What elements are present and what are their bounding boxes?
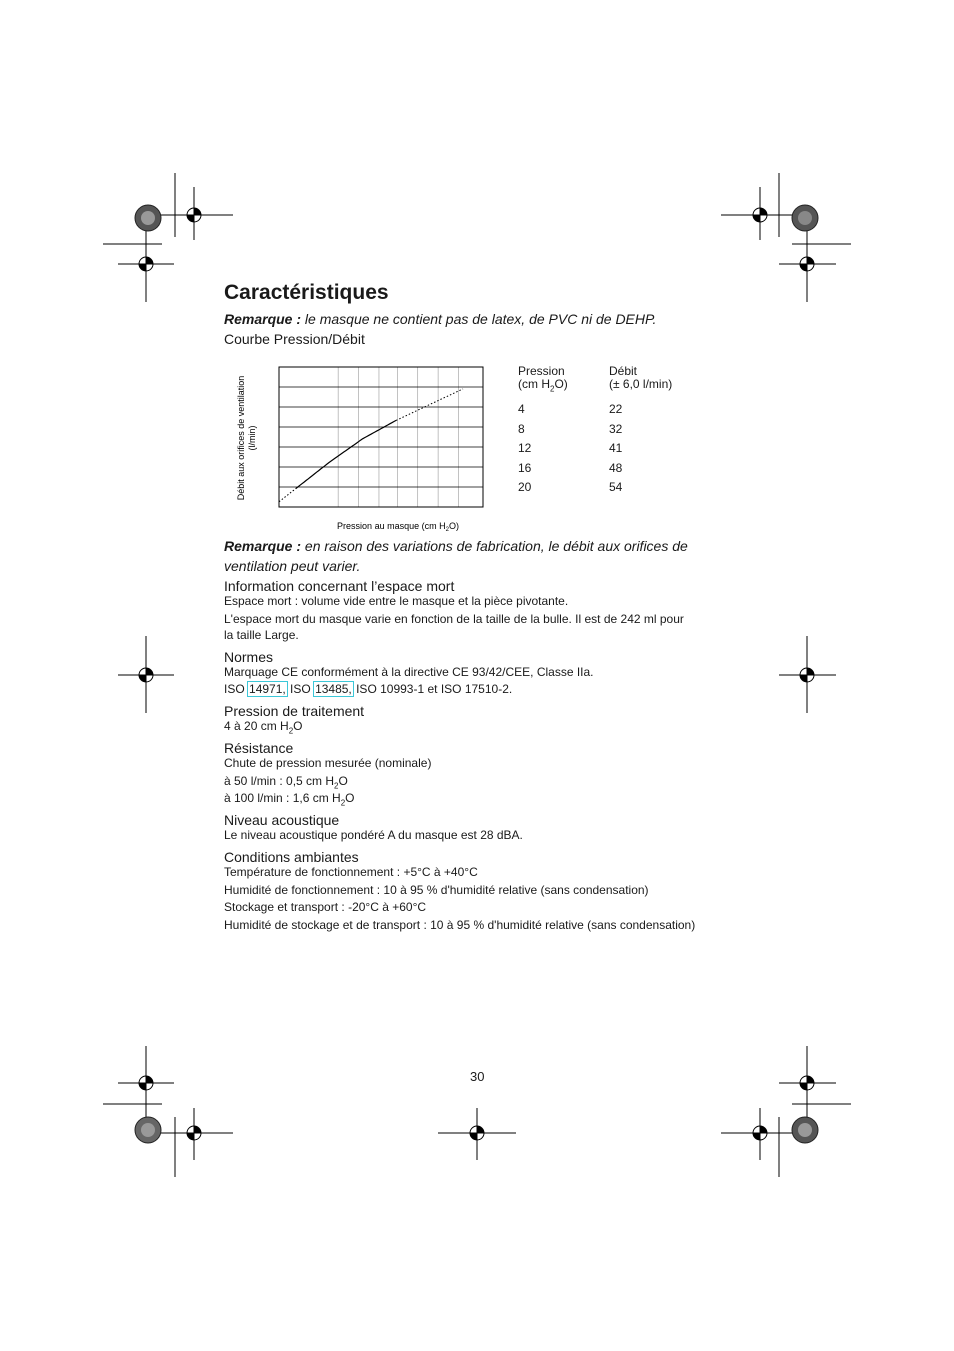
resistance-line2: à 50 l/min : 0,5 cm $H_2O$ bbox=[224, 774, 348, 791]
heading-standards: Normes bbox=[224, 649, 274, 665]
flow-curve bbox=[296, 420, 396, 488]
dead-space-line3: la taille Large. bbox=[224, 628, 299, 642]
table-cell-flow: 22 bbox=[609, 402, 623, 416]
y-axis-unit: (l/min) bbox=[247, 425, 257, 451]
note-latex bbox=[224, 311, 656, 327]
ambient-line1: Température de fonctionnement : +5°C à +40°C bbox=[224, 865, 478, 879]
table-cell-pressure: 20 bbox=[518, 480, 532, 494]
resistance-line1: Chute de pression mesurée (nominale) bbox=[224, 756, 432, 770]
note-label: Remarque : bbox=[224, 311, 302, 327]
dead-space-line2: L'espace mort du masque varie en fonction de la taille de la bulle. Il est de 242 ml pour bbox=[224, 612, 684, 626]
table-cell-pressure: 8 bbox=[518, 421, 525, 436]
standards-line1: Marquage CE conformément à la directive CE 93/42/CEE, Classe IIa. bbox=[224, 665, 594, 679]
dead-space-line1: Espace mort : volume vide entre le masque et la pièce pivotante. bbox=[224, 594, 569, 608]
standards-iso-line: ISO 14971, ISO 13485, ISO 10993-1 et ISO 17510-2. bbox=[224, 682, 513, 696]
chart-grid bbox=[279, 367, 483, 507]
table-cell-pressure: 16 bbox=[518, 460, 532, 475]
heading-resistance: Résistance bbox=[224, 740, 294, 756]
ambient-line3: Stockage et transport : -20°C à +60°C bbox=[224, 900, 427, 914]
acoustic-line1: Le niveau acoustique pondéré A du masque est 28 dBA. bbox=[224, 828, 523, 842]
pressure-flow-chart bbox=[230, 360, 500, 535]
ambient-line4: Humidité de stockage et de transport : 10 à 95 % d'humidité relative (sans condensation) bbox=[224, 918, 696, 932]
note-variation: Remarque : en raison des variations de fabrication, le débit aux orifices de ventilation peut varier. bbox=[224, 538, 688, 574]
flow-curve-extrapolation-start bbox=[279, 489, 296, 502]
chart-heading: Courbe Pression/Débit bbox=[224, 331, 365, 347]
page-title: Caractéristiques bbox=[224, 281, 389, 304]
heading-treatment-pressure: Pression de traitement bbox=[224, 703, 365, 719]
table-cell-flow: 41 bbox=[609, 441, 623, 455]
flow-curve-extrapolation-end bbox=[396, 389, 463, 421]
heading-acoustic: Niveau acoustique bbox=[224, 812, 340, 828]
plot-frame bbox=[279, 367, 483, 507]
note-label: Remarque : bbox=[224, 538, 302, 554]
table-header-pressure: Pression (cm $H_2O$) bbox=[518, 364, 568, 394]
heading-dead-space: Information concernant l’espace mort bbox=[224, 578, 455, 594]
table-cell-pressure: 4 bbox=[518, 402, 525, 416]
iso-14971-link[interactable]: 14971, bbox=[249, 682, 286, 696]
note-text: le masque ne contient pas de latex, de PVC ni de DEHP. bbox=[301, 311, 657, 327]
iso-13485-link[interactable]: 13485, bbox=[315, 682, 352, 696]
resistance-line3: à 100 l/min : 1,6 cm $H_2O$ bbox=[224, 791, 355, 808]
y-axis-label: Débit aux orifices de ventilation bbox=[236, 375, 246, 501]
ambient-line2: Humidité de fonctionnement : 10 à 95 % d'humidité relative (sans condensation) bbox=[224, 883, 649, 897]
page-number: 30 bbox=[470, 1069, 485, 1084]
table-cell-flow: 32 bbox=[609, 421, 623, 436]
heading-ambient: Conditions ambiantes bbox=[224, 849, 359, 865]
treatment-pressure-value: 4 à 20 cm $H_2O$ bbox=[224, 719, 303, 736]
table-cell-flow: 48 bbox=[609, 460, 623, 475]
x-axis-label: Pression au masque (cm $H_2O$) bbox=[337, 521, 459, 533]
table-header-flow: Débit (± 6,0 l/min) bbox=[609, 364, 673, 391]
table-cell-pressure: 12 bbox=[518, 441, 532, 455]
table-cell-flow: 54 bbox=[609, 480, 623, 494]
